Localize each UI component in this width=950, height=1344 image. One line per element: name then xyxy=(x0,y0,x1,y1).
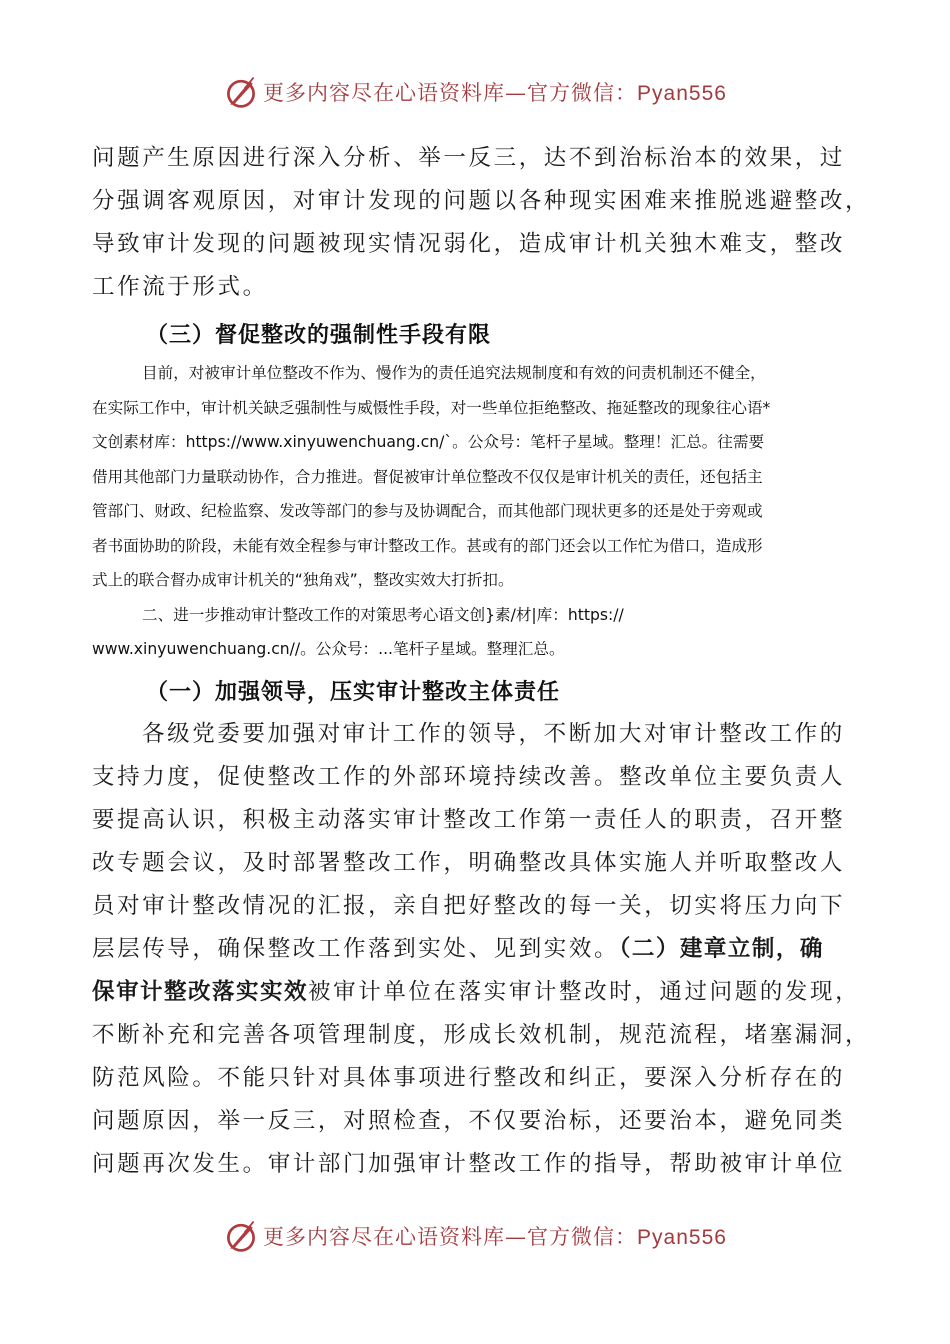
text-line-mixed: 层层传导，确保整改工作落到实处、见到实效。（二）建章立制，确 xyxy=(92,936,824,962)
paragraph-leadership xyxy=(92,713,871,1186)
quill-logo-icon xyxy=(223,1218,259,1254)
text-line: 问题再次发生。审计部门加强审计整改工作的指导，帮助被审计单位 xyxy=(92,1151,846,1177)
text-line: 分强调客观原因，对审计发现的问题以各种现实困难来推脱逃避整改， xyxy=(92,188,871,214)
wechat-id: Pyan556 xyxy=(637,1226,727,1249)
text-line: 改专题会议，及时部署整改工作，明确整改具体实施人并听取整改人 xyxy=(92,850,846,876)
text-line: 目前，对被审计单位整改不作为、慢作为的责任追究法规制度和有效的问责机制还不健全， xyxy=(142,364,766,382)
text-line: 管部门、财政、纪检监察、发改等部门的参与及协调配合，而其他部门现状更多的还是处于旁观或 xyxy=(92,502,763,520)
banner-text: 更多内容尽在心语资料库—官方微信：Pyan556 xyxy=(263,1225,727,1249)
text-line: 支持力度，促使整改工作的外部环境持续改善。整改单位主要负责人 xyxy=(92,764,846,790)
banner-text: 更多内容尽在心语资料库—官方微信：Pyan556 xyxy=(263,81,727,105)
text-line: 工作流于形式。 xyxy=(92,274,268,300)
text-line: 问题产生原因进行深入分析、举一反三，达不到治标治本的效果，过 xyxy=(92,145,846,171)
wechat-id: Pyan556 xyxy=(637,82,727,105)
text-line: 借用其他部门力量联动协作，合力推进。督促被审计单位整改不仅仅是审计机关的责任，还包括主 xyxy=(92,467,763,486)
small-text-section xyxy=(92,356,882,667)
text-line: 员对审计整改情况的汇报，亲自把好整改的每一关，切实将压力向下 xyxy=(92,893,846,919)
text-line: 式上的联合督办成审计机关的“独角戏”，整改实效大打折扣。 xyxy=(92,571,514,589)
paragraph-continuation xyxy=(92,137,871,309)
text-line: 在实际工作中，审计机关缺乏强制性与威慑性手段，对一些单位拒绝整改、拖延整改的现象往心语* xyxy=(92,398,771,417)
text-line: 要提高认识，积极主动落实审计整改工作第一责任人的职责，召开整 xyxy=(92,807,846,833)
text-line: 二、进一步推动审计整改工作的对策思考心语文创}素/材|库：https:// xyxy=(142,605,624,624)
text-line: 问题原因，举一反三，对照检查，不仅要治标，还要治本，避免同类 xyxy=(92,1108,846,1134)
text-line: 各级党委要加强对审计工作的领导，不断加大对审计整改工作的 xyxy=(142,721,845,747)
text-line: 不断补充和完善各项管理制度，形成长效机制，规范流程，堵塞漏洞， xyxy=(92,1022,871,1048)
text-line: 导致审计发现的问题被现实情况弱化，造成审计机关独木难支，整改 xyxy=(92,231,846,257)
inline-heading-2: （二）建章立制，确 xyxy=(619,936,824,962)
text-line: 防范风险。不能只针对具体事项进行整改和纠正，要深入分析存在的 xyxy=(92,1065,846,1091)
footer-watermark-banner xyxy=(0,1216,950,1256)
inline-heading-2-cont: 保审计整改落实实效 xyxy=(92,979,309,1005)
section-heading-1: （一）加强领导，压实审计整改主体责任 xyxy=(146,680,561,705)
section-heading-3: （三）督促整改的强制性手段有限 xyxy=(146,323,492,348)
text-line: 文创素材库：https://www.xinyuwenchuang.cn/`。公众号：笔杆子星域。整理！汇总。往需要 xyxy=(92,433,765,451)
text-line-mixed: 保审计整改落实实效被审计单位在落实审计整改时，通过问题的发现， xyxy=(92,979,861,1005)
quill-logo-icon xyxy=(223,74,259,110)
text-line: 者书面协助的阶段，未能有效全程参与审计整改工作。甚或有的部门还会以工作忙为借口，造成形 xyxy=(92,536,763,555)
header-watermark-banner xyxy=(0,72,950,112)
text-line: www.xinyuwenchuang.cn//。公众号：...笔杆子星域。整理汇总。 xyxy=(92,640,565,658)
